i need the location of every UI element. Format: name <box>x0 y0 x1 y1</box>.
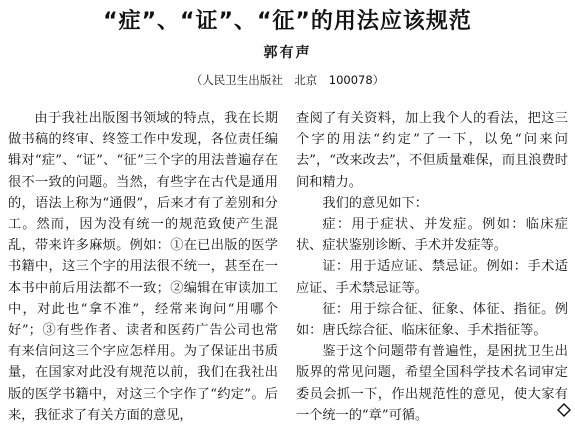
body-paragraph: 证：用于适应证、禁忌证。例如：手术适应证、手术禁忌证等。 <box>296 259 568 296</box>
article-title: “症”、“证”、“征”的用法应该规范 <box>103 9 472 34</box>
body-paragraph: 症：用于症状、并发症。例如：临床症状、症状鉴别诊断、手术并发症等。 <box>296 217 568 254</box>
right-column <box>296 108 568 426</box>
author-name: 郭有声 <box>263 45 312 61</box>
body-paragraph: 我们的意见如下： <box>322 195 428 211</box>
body-paragraph: 征：用于综合征、征象、体征、指征。例如：唐氏综合征、临床征象、手术指征等。 <box>296 301 568 339</box>
body-paragraph: 由于我社出版图书领域的特点，我在长期做书稿的终审、终签工作中发现，各位责任编辑对“症”、“证”、“征”三个字的用法普遍存在很不一致的问题。当然，有些字在古代是通用的，语法上称为“通假”，后来才有了差别和分工。然而，因为没有统一的规范致使产生混乱，带来许多麻烦。例如：①在已出版的医学书籍中，这三个字的用法很不统一，甚至在一本书中前后用法都不一致；②编辑在审读加工中，对此也“拿不准”，经常来询问“用哪个好”；③有些作者、读者和医药广告公司也常有来信问这三个字应怎样用。为了保证出书质量，在国家对此没有规范以前，我们在我社出版的医学书籍中，对这三个字作了“约定”。后来，我征求了有关方面的意见， <box>8 111 278 423</box>
author-affiliation: （人民卫生出版社 北京 100078） <box>190 73 385 87</box>
body-paragraph: 鉴于这个问题带有普遍性，是困扰卫生出版界的常见问题，希望全国科学技术名词审定委员会抓一下，作出规范性的意见，使大家有一个统一的“章”可循。 <box>296 344 568 423</box>
body-paragraph-continued: 查阅了有关资料，加上我个人的看法，把这三个字的用法“约定”了一下，以免“问来问去”，“改来改去”，不但质量难保，而且浪费时间和精力。 <box>296 111 568 190</box>
left-column <box>8 108 278 426</box>
diamond-outline-icon <box>557 403 571 417</box>
